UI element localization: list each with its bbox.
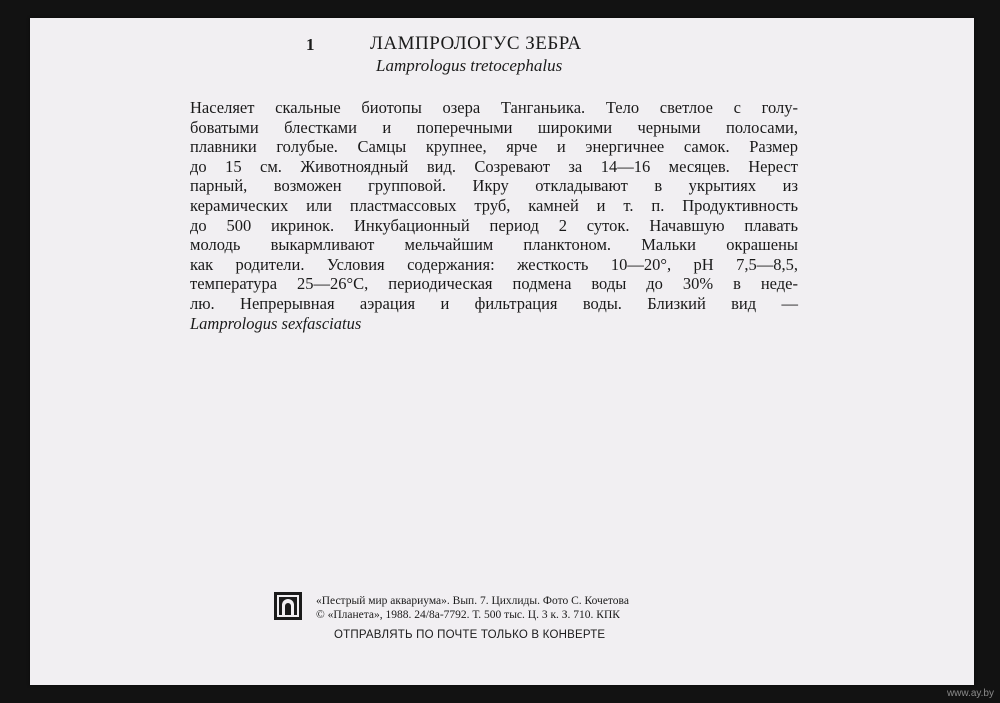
postcard <box>30 18 974 685</box>
latin-name: Lamprologus tretocephalus <box>376 56 563 75</box>
description-line: как родители. Условия содержания: жесткость 10—20°, pH 7,5—8,5, <box>190 254 798 274</box>
publisher-imprint-line: © «Планета», 1988. 24/8а-7792. Т. 500 тыс. Ц. 3 к. З. 710. КПК <box>316 609 620 621</box>
description-line: молодь выкармливают мельчайшим планктоном. Мальки окрашены <box>190 235 798 255</box>
description-line: плавники голубые. Самцы крупнее, ярче и энергичнее самок. Размер <box>190 137 798 157</box>
description-line: боватыми блестками и поперечными широкими черными полосами, <box>190 117 798 137</box>
description-line: до 15 см. Животноядный вид. Созревают за 14—16 месяцев. Нерест <box>190 156 798 176</box>
description-text <box>190 98 798 333</box>
description-line: лю. Непрерывная аэрация и фильтрация воды. Близкий вид — <box>190 293 798 313</box>
description-line: температура 25—26°С, периодическая подмена воды до 30% в неде- <box>190 274 798 294</box>
publisher-series-line: «Пестрый мир аквариума». Вып. 7. Цихлиды. Фото С. Кочетова <box>316 595 629 607</box>
mailing-note: ОТПРАВЛЯТЬ ПО ПОЧТЕ ТОЛЬКО В КОНВЕРТЕ <box>334 629 606 641</box>
species-title: ЛАМПРОЛОГУС ЗЕБРА <box>370 33 582 54</box>
publisher-info <box>316 594 629 622</box>
watermark: www.ay.by <box>946 688 994 699</box>
description-line: парный, возможен групповой. Икру откладывают в укрытиях из <box>190 176 798 196</box>
description-line: до 500 икринок. Инкубационный период 2 суток. Начавшую плавать <box>190 215 798 235</box>
description-line: Населяет скальные биотопы озера Танганьика. Тело светлое с голу- <box>190 98 798 117</box>
related-species: Lamprologus sexfasciatus <box>190 313 362 333</box>
description-line: керамических или пластмассовых труб, камней и т. п. Продуктивность <box>190 195 798 215</box>
card-number: 1 <box>306 35 315 54</box>
planeta-publisher-logo-icon <box>274 592 302 620</box>
